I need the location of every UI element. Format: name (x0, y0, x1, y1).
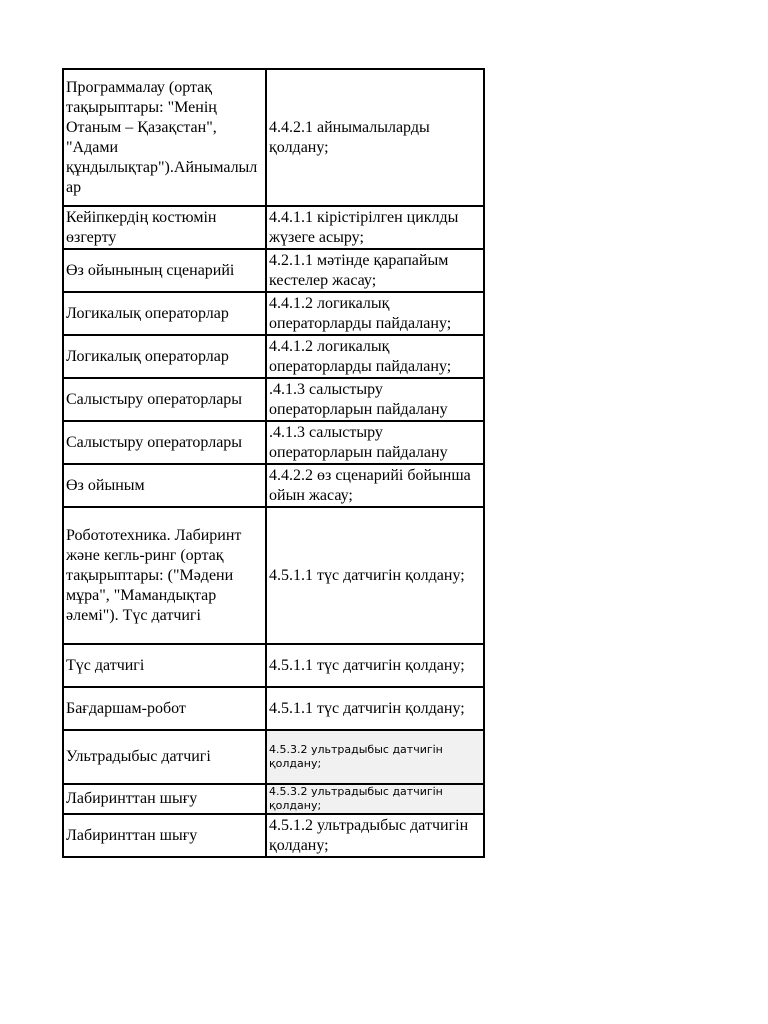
topic-cell: Өз ойынының сценарийі (63, 249, 266, 292)
objective-cell: .4.1.3 салыстыру операторларын пайдалану (266, 421, 484, 464)
topic-cell: Кейіпкердің костюмін өзгерту (63, 206, 266, 249)
topic-cell: Ультрадыбыс датчигі (63, 730, 266, 784)
topic-cell: Салыстыру операторлары (63, 378, 266, 421)
topic-cell: Логикалық операторлар (63, 335, 266, 378)
topic-cell: Түс датчигі (63, 644, 266, 687)
topic-cell: Салыстыру операторлары (63, 421, 266, 464)
objective-cell: 4.5.1.1 түс датчигін қолдану; (266, 507, 484, 644)
objective-cell: 4.5.1.1 түс датчигін қолдану; (266, 687, 484, 730)
table-row (63, 378, 484, 421)
table-row (63, 507, 484, 644)
table-row (63, 814, 484, 857)
topic-cell: Программалау (ортақ тақырыптары: "Менің Отаным – Қазақстан", "Адами құндылықтар").Айнымалылар (63, 69, 266, 206)
curriculum-table (62, 68, 485, 858)
table-row (63, 206, 484, 249)
table-row (63, 292, 484, 335)
objective-cell: 4.2.1.1 мәтінде қарапайым кестелер жасау; (266, 249, 484, 292)
topic-cell: Лабиринттан шығу (63, 784, 266, 814)
table-row (63, 421, 484, 464)
table-row (63, 464, 484, 507)
topic-cell: Бағдаршам-робот (63, 687, 266, 730)
table-row (63, 249, 484, 292)
table-row (63, 69, 484, 206)
topic-cell: Лабиринттан шығу (63, 814, 266, 857)
objective-cell: 4.4.1.1 кірістірілген циклды жүзеге асыру; (266, 206, 484, 249)
table-row (63, 687, 484, 730)
objective-cell: 4.4.2.1 айнымалыларды қолдану; (266, 69, 484, 206)
objective-cell: .4.1.3 салыстыру операторларын пайдалану (266, 378, 484, 421)
objective-cell: 4.5.1.1 түс датчигін қолдану; (266, 644, 484, 687)
table-row (63, 644, 484, 687)
objective-cell: 4.5.3.2 ультрадыбыс датчигін қолдану; (266, 784, 484, 814)
objective-cell: 4.5.3.2 ультрадыбыс датчигін қолдану; (266, 730, 484, 784)
topic-cell: Логикалық операторлар (63, 292, 266, 335)
table-row (63, 784, 484, 814)
objective-cell: 4.4.1.2 логикалық операторларды пайдалану; (266, 292, 484, 335)
table-row (63, 335, 484, 378)
topic-cell: Робототехника. Лабиринт және кегль-ринг (ортақ тақырыптары: ("Мәдени мұра", "Мамандықтар әлемі"). Түс датчигі (63, 507, 266, 644)
topic-cell: Өз ойыным (63, 464, 266, 507)
table-row (63, 730, 484, 784)
objective-cell: 4.5.1.2 ультрадыбыс датчигін қолдану; (266, 814, 484, 857)
objective-cell: 4.4.1.2 логикалық операторларды пайдалану; (266, 335, 484, 378)
document-page (62, 68, 479, 858)
objective-cell: 4.4.2.2 өз сценарийі бойынша ойын жасау; (266, 464, 484, 507)
